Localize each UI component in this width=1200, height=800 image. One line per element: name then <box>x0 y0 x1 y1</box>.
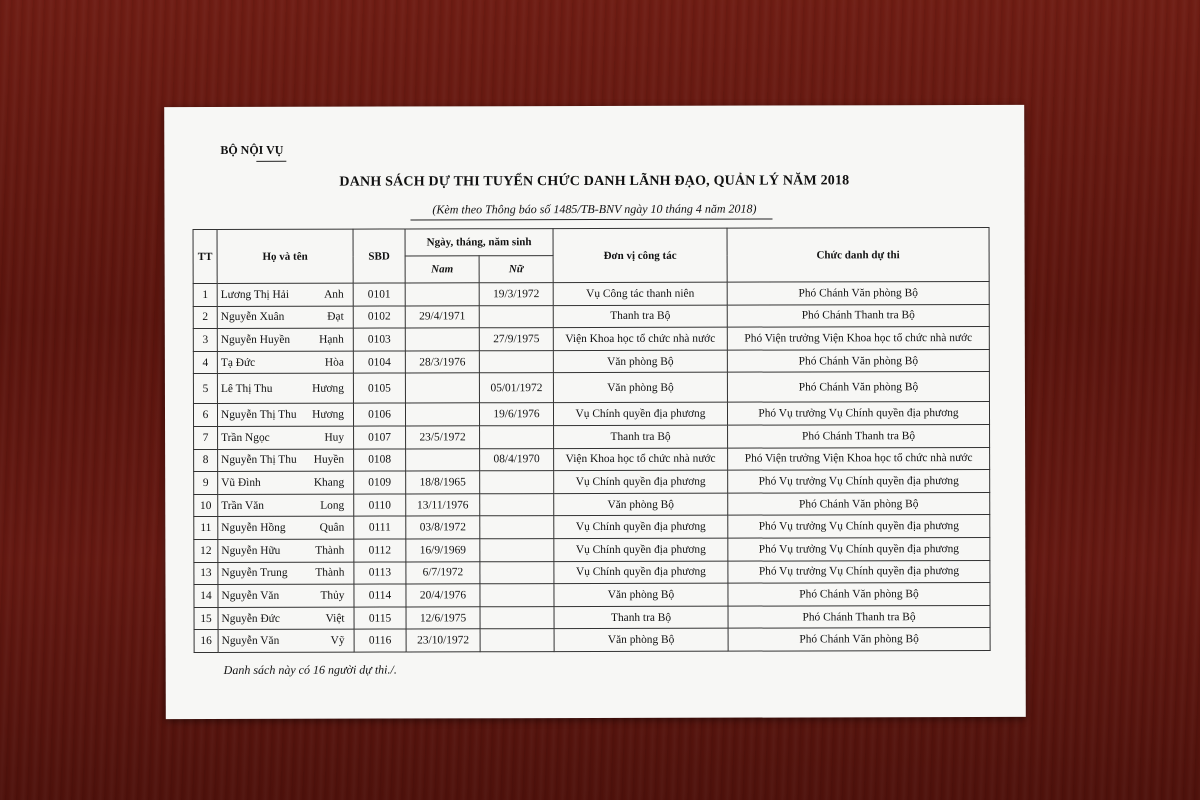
cell-unit: Vụ Chính quyền địa phương <box>554 470 728 493</box>
cell-name <box>218 629 354 652</box>
cell-tt: 6 <box>193 404 217 427</box>
cell-unit: Văn phòng Bộ <box>554 583 728 606</box>
cell-dob-female <box>480 493 554 516</box>
document-title: DANH SÁCH DỰ THI TUYỂN CHỨC DANH LÃNH ĐẠO, QUẢN LÝ NĂM 2018 <box>339 173 850 190</box>
cell-sbd: 0102 <box>353 306 405 329</box>
cell-dob-male: 23/10/1972 <box>406 629 480 652</box>
cell-name-last: Đạt <box>327 311 344 324</box>
candidate-table <box>193 227 991 653</box>
cell-position: Phó Chánh Văn phòng Bộ <box>727 349 989 372</box>
cell-dob-male: 6/7/1972 <box>406 561 480 584</box>
cell-name <box>218 607 354 630</box>
cell-dob-male: 03/8/1972 <box>406 516 480 539</box>
cell-name-last: Huy <box>324 431 345 444</box>
cell-name <box>217 374 353 404</box>
cell-sbd: 0106 <box>353 403 405 426</box>
table-body <box>193 281 990 652</box>
cell-tt: 15 <box>194 607 218 630</box>
cell-unit: Văn phòng Bộ <box>553 373 727 403</box>
cell-name-last: Huyền <box>313 454 345 467</box>
header-dob: Ngày, tháng, năm sinh <box>405 229 553 256</box>
cell-name-first: Trần Ngọc <box>221 431 270 444</box>
cell-position: Phó Chánh Văn phòng Bộ <box>727 281 989 304</box>
table-row <box>193 327 989 352</box>
cell-tt: 5 <box>193 374 217 404</box>
cell-name <box>218 539 354 562</box>
cell-name <box>217 283 353 306</box>
cell-position: Phó Vụ trưởng Vụ Chính quyền địa phương <box>728 560 990 583</box>
cell-name-last: Anh <box>324 288 344 301</box>
cell-dob-male <box>405 403 479 426</box>
cell-tt: 1 <box>193 283 217 306</box>
cell-tt: 9 <box>194 472 218 495</box>
cell-dob-male <box>405 283 479 306</box>
cell-dob-male: 23/5/1972 <box>406 426 480 449</box>
cell-dob-female: 05/01/1972 <box>479 373 553 403</box>
cell-sbd: 0115 <box>354 607 406 630</box>
table-row <box>194 492 990 517</box>
cell-name-last: Thành <box>315 544 345 557</box>
cell-name-first: Nguyễn Văn <box>221 634 280 648</box>
cell-dob-female <box>480 584 554 607</box>
cell-name-first: Vũ Đình <box>221 476 261 489</box>
cell-name-last: Vỹ <box>330 634 345 647</box>
header-position: Chức danh dự thi <box>727 227 989 282</box>
cell-name-last: Quân <box>319 521 345 534</box>
cell-dob-male <box>405 328 479 351</box>
cell-dob-male: 13/11/1976 <box>406 494 480 517</box>
cell-name <box>217 328 353 351</box>
cell-dob-female <box>480 629 554 652</box>
cell-position: Phó Vụ trưởng Vụ Chính quyền địa phương <box>727 402 989 425</box>
cell-name <box>217 404 353 427</box>
cell-unit: Thanh tra Bộ <box>554 606 728 629</box>
document-subtitle: (Kèm theo Thông báo số 1485/TB-BNV ngày 10 tháng 4 năm 2018) <box>432 201 757 217</box>
subtitle-underline <box>410 219 772 221</box>
cell-dob-female <box>480 516 554 539</box>
cell-position: Phó Vụ trưởng Vụ Chính quyền địa phương <box>728 537 990 560</box>
cell-dob-female: 19/3/1972 <box>479 283 553 306</box>
cell-name-first: Nguyễn Văn <box>221 589 280 602</box>
cell-sbd: 0108 <box>354 449 406 472</box>
header-name: Họ và tên <box>217 229 353 283</box>
cell-name-last: Việt <box>325 612 345 625</box>
cell-name-first: Nguyễn Hữu <box>221 544 281 557</box>
cell-position: Phó Vụ trưởng Vụ Chính quyền địa phương <box>728 515 990 538</box>
cell-tt: 10 <box>194 494 218 517</box>
cell-unit: Thanh tra Bộ <box>553 305 727 328</box>
table-row <box>194 470 990 495</box>
cell-tt: 8 <box>194 449 218 472</box>
cell-name-last: Hương <box>312 408 345 421</box>
cell-name <box>218 426 354 449</box>
table-row <box>193 281 989 306</box>
cell-name <box>218 494 354 517</box>
cell-unit: Vụ Chính quyền địa phương <box>554 515 728 538</box>
header-unit: Đơn vị công tác <box>553 228 727 282</box>
cell-sbd: 0104 <box>353 351 405 374</box>
cell-dob-female <box>479 350 553 373</box>
table-row <box>193 372 989 404</box>
table-row <box>194 583 990 608</box>
cell-unit: Vụ Chính quyền địa phương <box>553 403 727 426</box>
cell-name-first: Nguyễn Xuân <box>220 311 285 324</box>
cell-sbd: 0111 <box>354 516 406 539</box>
cell-tt: 11 <box>194 517 218 540</box>
cell-dob-female: 27/9/1975 <box>479 328 553 351</box>
cell-sbd: 0107 <box>354 426 406 449</box>
footer-note: Danh sách này có 16 người dự thi./. <box>223 662 397 677</box>
cell-tt: 3 <box>193 329 217 352</box>
cell-dob-female <box>480 606 554 629</box>
table-row <box>193 349 989 374</box>
cell-dob-female <box>480 471 554 494</box>
cell-name-first: Lương Thị Hải <box>220 288 290 301</box>
cell-name-last: Thành <box>315 566 345 580</box>
cell-name-last: Thủy <box>320 589 345 602</box>
document-sheet <box>164 105 1026 719</box>
cell-sbd: 0116 <box>354 629 406 652</box>
cell-name-last: Hạnh <box>319 333 344 346</box>
cell-name-first: Lê Thị Thu <box>220 382 273 395</box>
cell-name <box>217 306 353 329</box>
cell-unit: Viện Khoa học tổ chức nhà nước <box>553 327 727 350</box>
cell-name-first: Nguyễn Hồng <box>221 521 286 535</box>
cell-name-last: Khang <box>313 476 345 489</box>
ministry-name: BỘ NỘI VỤ <box>220 142 284 157</box>
table-row <box>194 605 990 630</box>
cell-sbd: 0103 <box>353 328 405 351</box>
cell-sbd: 0110 <box>354 494 406 517</box>
cell-tt: 4 <box>193 351 217 374</box>
cell-dob-male <box>405 373 479 403</box>
table-row <box>194 537 990 562</box>
header-male: Nam <box>405 256 479 283</box>
cell-sbd: 0101 <box>353 283 405 306</box>
cell-name <box>218 516 354 539</box>
cell-unit: Vụ Chính quyền địa phương <box>554 561 728 584</box>
cell-unit: Văn phòng Bộ <box>554 493 728 516</box>
cell-name-first: Nguyễn Thị Thu <box>221 454 297 467</box>
cell-position: Phó Viện trưởng Viện Khoa học tổ chức nhà nước <box>728 447 990 470</box>
table-row <box>194 628 990 653</box>
table-row <box>194 447 990 472</box>
cell-tt: 2 <box>193 306 217 329</box>
cell-sbd: 0105 <box>353 373 405 403</box>
cell-name-first: Trần Văn <box>221 499 264 512</box>
cell-position: Phó Chánh Văn phòng Bộ <box>727 372 989 403</box>
cell-position: Phó Chánh Văn phòng Bộ <box>728 583 990 606</box>
cell-position: Phó Chánh Thanh tra Bộ <box>727 304 989 327</box>
cell-name-first: Nguyễn Thị Thu <box>220 408 297 422</box>
cell-position: Phó Vụ trưởng Vụ Chính quyền địa phương <box>728 470 990 493</box>
cell-unit: Vụ Chính quyền địa phương <box>554 538 728 561</box>
cell-sbd: 0109 <box>354 471 406 494</box>
cell-unit: Văn phòng Bộ <box>554 628 728 651</box>
cell-name-last: Long <box>320 499 345 512</box>
cell-name <box>218 562 354 585</box>
cell-sbd: 0114 <box>354 584 406 607</box>
cell-tt: 12 <box>194 539 218 562</box>
cell-dob-male: 18/8/1965 <box>406 471 480 494</box>
cell-sbd: 0113 <box>354 562 406 585</box>
cell-name-first: Nguyễn Trung <box>221 567 288 580</box>
table-row <box>193 402 989 427</box>
cell-dob-female <box>480 539 554 562</box>
cell-unit: Thanh tra Bộ <box>554 425 728 448</box>
cell-tt: 14 <box>194 585 218 608</box>
cell-name <box>218 449 354 472</box>
cell-name <box>218 584 354 607</box>
cell-tt: 7 <box>194 426 218 449</box>
cell-dob-male <box>406 448 480 471</box>
cell-name-last: Hương <box>312 382 344 395</box>
cell-tt: 13 <box>194 562 218 585</box>
cell-name-first: Nguyễn Huyền <box>220 333 291 346</box>
table-row <box>194 515 990 540</box>
cell-name-first: Nguyễn Đức <box>221 612 280 625</box>
header-tt: TT <box>193 229 217 283</box>
cell-dob-female <box>480 426 554 449</box>
table-row <box>193 304 989 329</box>
cell-name-last: Hòa <box>324 356 344 369</box>
cell-dob-male: 20/4/1976 <box>406 584 480 607</box>
cell-dob-male: 29/4/1971 <box>405 305 479 328</box>
cell-dob-female <box>480 561 554 584</box>
cell-position: Phó Chánh Văn phòng Bộ <box>728 492 990 515</box>
cell-unit: Vụ Công tác thanh niên <box>553 282 727 305</box>
cell-dob-female: 08/4/1970 <box>480 448 554 471</box>
cell-position: Phó Viện trưởng Viện Khoa học tổ chức nhà nước <box>727 327 989 350</box>
cell-sbd: 0112 <box>354 539 406 562</box>
header-sbd: SBD <box>353 229 405 283</box>
cell-position: Phó Chánh Thanh tra Bộ <box>728 424 990 447</box>
cell-position: Phó Chánh Thanh tra Bộ <box>728 605 990 628</box>
header-female: Nữ <box>479 256 553 283</box>
cell-position: Phó Chánh Văn phòng Bộ <box>728 628 990 651</box>
cell-name <box>217 351 353 374</box>
table-row <box>194 560 990 585</box>
cell-dob-male: 16/9/1969 <box>406 539 480 562</box>
table-row <box>194 424 990 449</box>
cell-dob-female: 19/6/1976 <box>479 403 553 426</box>
cell-name-first: Tạ Đức <box>220 356 256 369</box>
cell-tt: 16 <box>194 630 218 653</box>
cell-dob-male: 28/3/1976 <box>405 351 479 374</box>
cell-dob-male: 12/6/1975 <box>406 607 480 630</box>
cell-dob-female <box>479 305 553 328</box>
cell-unit: Văn phòng Bộ <box>553 350 727 373</box>
cell-unit: Viện Khoa học tổ chức nhà nước <box>554 448 728 471</box>
cell-name <box>218 471 354 494</box>
ministry-underline <box>256 161 286 162</box>
